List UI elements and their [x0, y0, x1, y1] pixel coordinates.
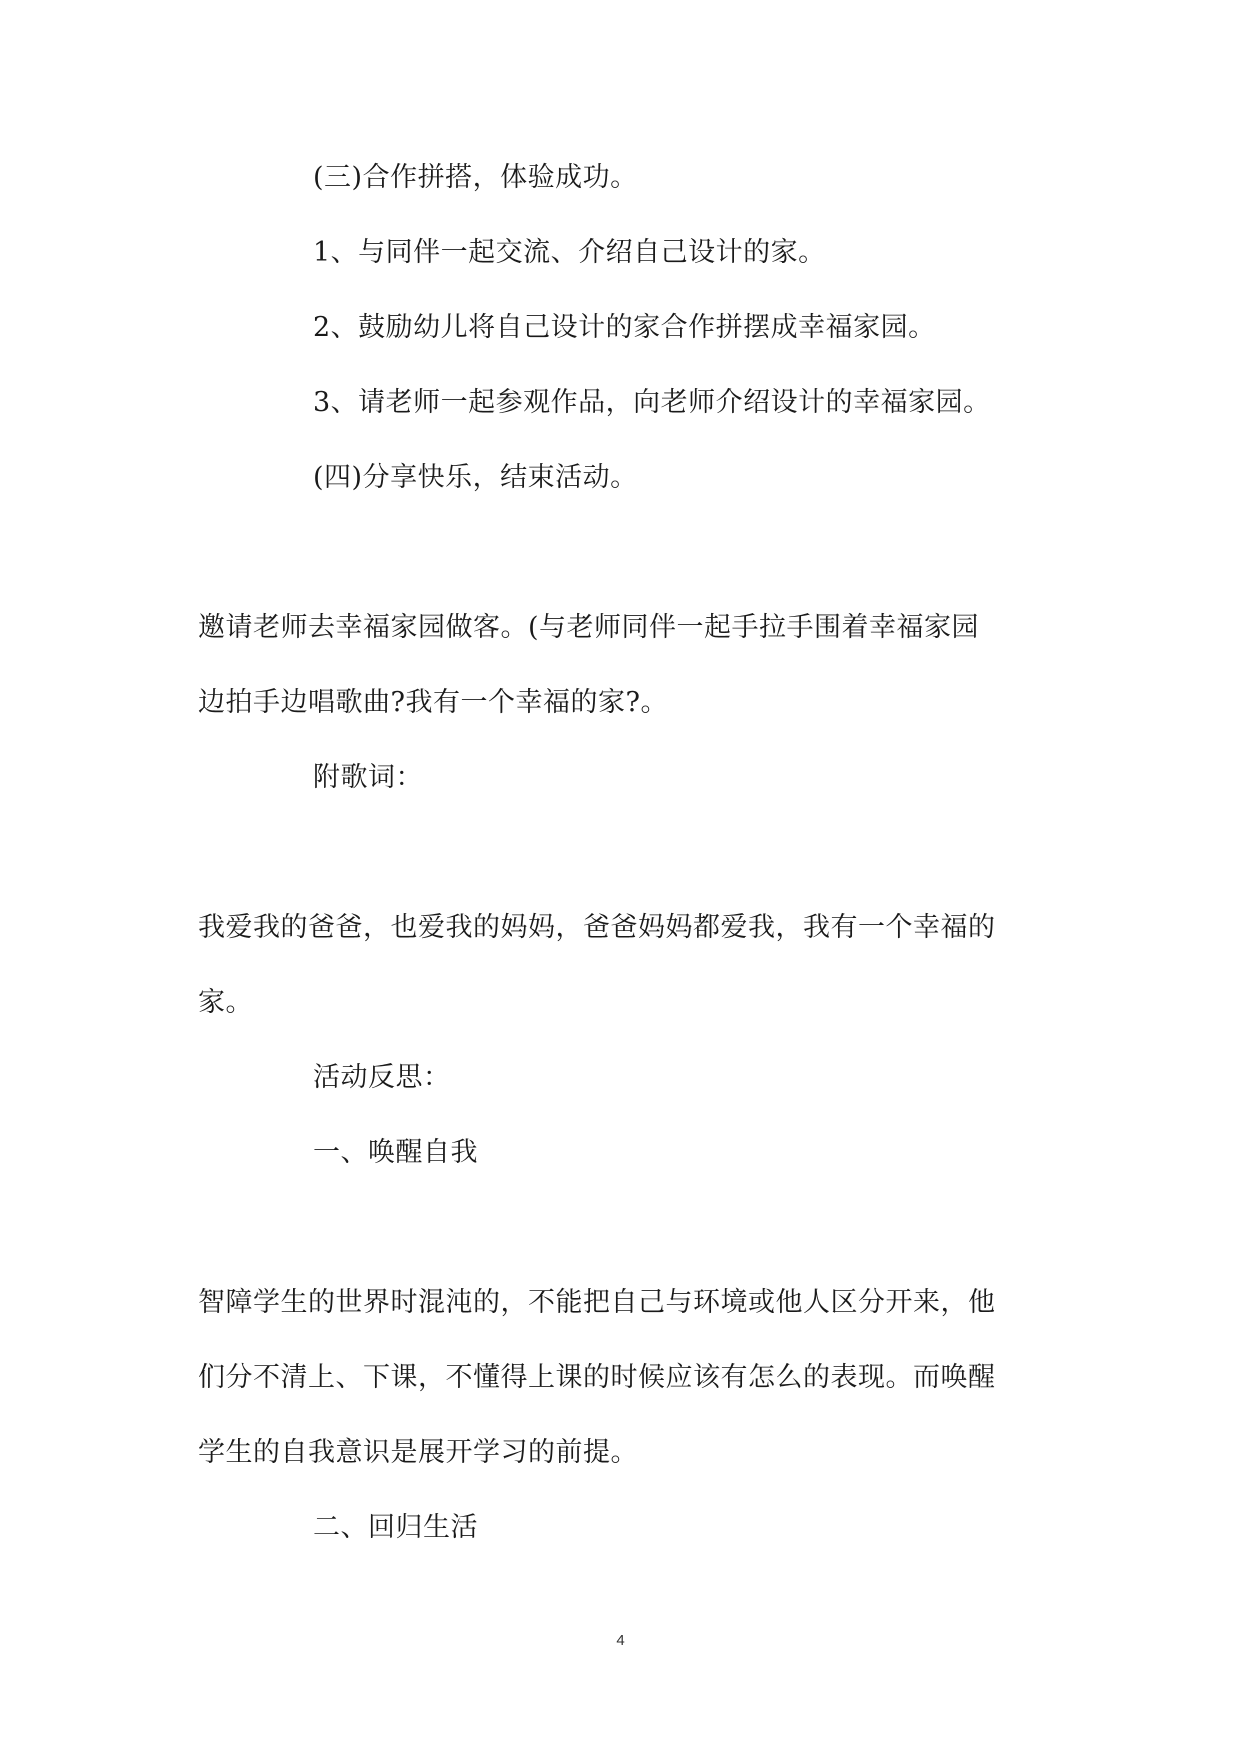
paragraph-line: 邀请老师去幸福家园做客。(与老师同伴一起手拉手围着幸福家园 [198, 612, 980, 643]
paragraph-line: 们分不清上、下课，不懂得上课的时候应该有怎么的表现。而唤醒 [198, 1362, 996, 1393]
page-number: 4 [616, 1632, 625, 1649]
lyrics-line: 家。 [198, 987, 253, 1018]
subheading-1: 一、唤醒自我 [313, 1137, 478, 1168]
subheading-2: 二、回归生活 [313, 1512, 478, 1543]
paragraph-line: 边拍手边唱歌曲?我有一个幸福的家?。 [198, 687, 668, 718]
list-item-2: 2、鼓励幼儿将自己设计的家合作拼摆成幸福家园。 [313, 312, 936, 343]
section-heading-3: (三)合作拼搭，体验成功。 [313, 162, 638, 193]
list-item-3: 3、请老师一起参观作品，向老师介绍设计的幸福家园。 [313, 387, 991, 418]
reflection-heading: 活动反思： [313, 1062, 451, 1093]
list-item-1: 1、与同伴一起交流、介绍自己设计的家。 [313, 237, 826, 268]
paragraph-line: 学生的自我意识是展开学习的前提。 [198, 1437, 638, 1468]
section-heading-4: (四)分享快乐，结束活动。 [313, 462, 638, 493]
lyrics-line: 我爱我的爸爸，也爱我的妈妈，爸爸妈妈都爱我，我有一个幸福的 [198, 912, 996, 943]
lyrics-label: 附歌词： [313, 762, 423, 793]
paragraph-line: 智障学生的世界时混沌的，不能把自己与环境或他人区分开来，他 [198, 1287, 996, 1318]
